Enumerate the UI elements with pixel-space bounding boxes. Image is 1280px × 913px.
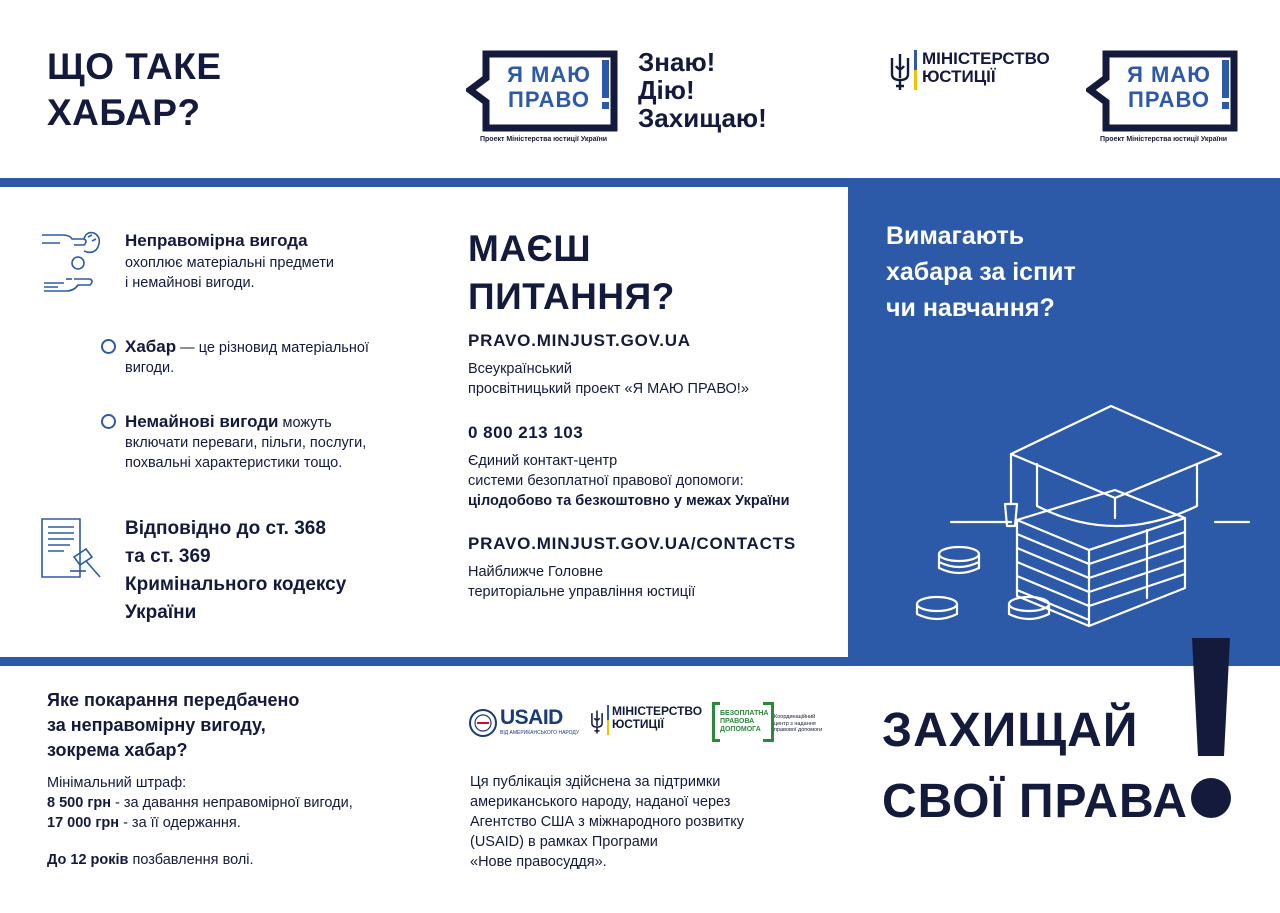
ministry-line2: ЮСТИЦІЇ [922,66,996,86]
exclamation-icon [1220,60,1230,106]
bribe-text: вигоди. [125,360,175,376]
contact-phone [468,423,790,511]
bullet-circle [101,414,116,429]
graduation-cap-money-icon [915,400,1255,630]
document-gavel-icon [40,517,104,581]
ministry-logo [889,50,1059,92]
usaid-wordmark: USAID [500,706,563,729]
contacts-desc: Найближче Головне [468,564,604,580]
defend-line2: СВОЇ ПРАВА [882,775,1188,828]
ya-mayu-pravo-logo-right [1086,50,1246,146]
slogan-line: Дію! [638,75,695,105]
logo-line1: Я МАЮ [1127,62,1211,87]
law-line: Відповідно до ст. 368 [125,518,326,539]
prison-term: До 12 років позбавлення волі. [47,852,254,868]
phone-link[interactable]: 0 800 213 103 [468,423,584,442]
phone-desc: цілодобово та безкоштовно у межах України [468,493,790,509]
nonprop-text: можуть [278,415,332,431]
ya-mayu-pravo-logo [466,50,626,146]
fine-amount: 8 500 грн [47,795,111,811]
benefit-title: Неправомірна вигода [125,231,308,250]
fine-text: - за давання неправомірної вигоди, [110,795,353,811]
trident-icon [590,707,604,737]
law-reference [125,515,346,627]
penalty-question: Яке покарання передбачено за неправомірну вигоду, зокрема хабар? [47,690,300,760]
nonprop-title: Немайнові вигоди [125,412,279,431]
min-fine-label: Мінімальний штраф: [47,775,187,791]
nonprop-text: похвальні характеристики тощо. [125,455,343,471]
fine-text: - за її одержання. [119,815,241,831]
contact-website [468,331,749,399]
slogan-line: Захищаю! [638,103,767,133]
bribe-title: Хабар [125,337,177,356]
website-desc: просвітницький проект «Я МАЮ ПРАВО!» [468,381,749,397]
slogan [638,48,767,132]
usaid-seal-icon [468,708,498,738]
big-exclamation-icon [1186,638,1236,828]
defend-line1: ЗАХИЩАЙ [882,704,1139,757]
exam-bribe-question: Вимагають хабара за іспит чи навчання? [886,222,1076,322]
bullet-circle [101,339,116,354]
law-line: Кримінального кодексу [125,574,347,595]
hands-giving-money-icon [40,229,108,299]
bribe-text: — це різновид матеріальної [176,340,369,356]
benefit-block [125,231,334,293]
logo-caption: Проект Міністерства юстиції України [1100,136,1228,143]
phone-desc: системи безоплатної правової допомоги: [468,473,744,489]
usaid-caption: ВІД АМЕРИКАНСЬКОГО НАРОДУ [500,730,580,736]
website-desc: Всеукраїнський [468,361,572,377]
trident-icon [889,52,911,92]
logo-caption: Проект Міністерства юстиції України [480,136,608,143]
website-link[interactable]: PRAVO.MINJUST.GOV.UA [468,331,691,350]
nonprop-block [125,412,366,473]
ministry-line1: МІНІСТЕРСТВО [922,49,1050,68]
legal-aid-logo: БЕЗОПЛАТНА ПРАВОВА ДОПОМОГА Координаційний центр з надання правової допомоги [712,702,832,744]
law-line: України [125,602,197,623]
law-line: та ст. 369 [125,546,211,567]
page-title: ЩО ТАКЕ ХАБАР? [47,46,222,133]
fine-amount: 17 000 грн [47,815,120,831]
slogan-line: Знаю! [638,47,716,77]
exclamation-icon [600,60,610,106]
questions-heading: МАЄШ ПИТАННЯ? [468,228,675,317]
contact-offices [468,534,796,602]
contacts-link[interactable]: PRAVO.MINJUST.GOV.UA/CONTACTS [468,534,796,553]
usaid-logo [468,706,580,740]
penalty-details [47,773,353,833]
logo-line2: ПРАВО [1128,87,1210,112]
nonprop-text: включати переваги, пільги, послуги, [125,435,367,451]
phone-desc: Єдиний контакт-центр [468,453,618,469]
benefit-text: і немайнові вигоди. [125,275,255,291]
benefit-text: охоплює матеріальні предмети [125,255,334,271]
bribe-block [125,337,369,378]
ministry-logo-small: МІНІСТЕРСТВО ЮСТИЦІЇ [590,705,700,741]
contacts-desc: територіальне управління юстиції [468,584,696,600]
publication-note: Ця публікація здійснена за підтримки американського народу, наданої через Агентство США з міжнародного розвитку (USAID) в рамках Програми «Нове правосуддя». [470,774,745,870]
logo-line2: ПРАВО [508,87,590,112]
logo-line1: Я МАЮ [507,62,591,87]
